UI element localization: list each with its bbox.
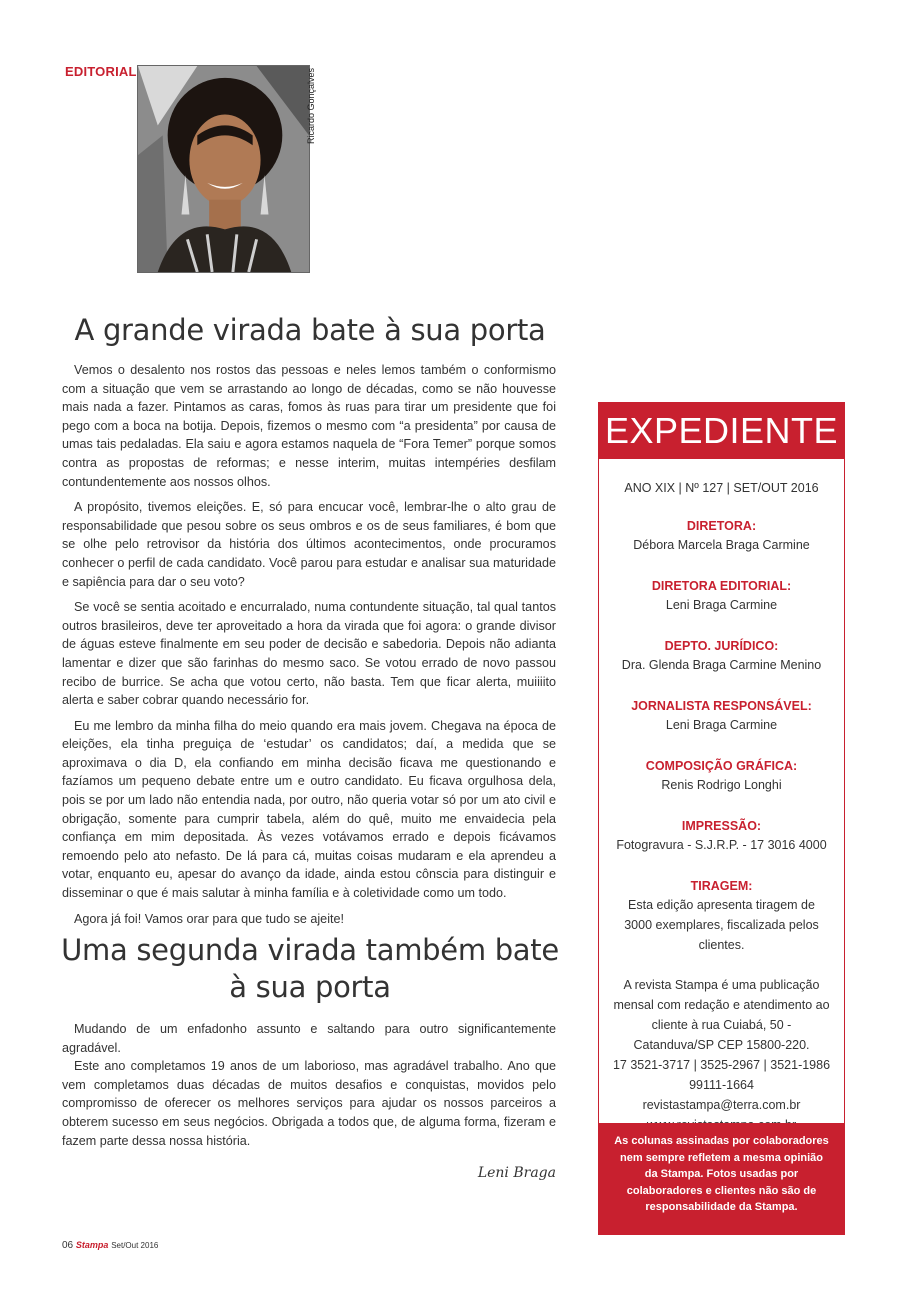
author-signature: Leni Braga xyxy=(477,1165,556,1181)
article-body-2 xyxy=(62,1020,556,1150)
contact-phones: 17 3521-3717 | 3525-2967 | 3521-1986 xyxy=(612,1058,831,1072)
role-label: COMPOSIÇÃO GRÁFICA: xyxy=(645,759,798,773)
headline-2: Uma segunda virada também bate à sua porta xyxy=(61,933,559,1004)
role-label: DIRETORA EDITORIAL: xyxy=(651,579,792,593)
expediente-body xyxy=(599,481,844,1135)
article-paragraph: Eu me lembro da minha filha do meio quando era mais jovem. Chegava na época de eleições, ela tinha preguiça de ‘estudar’ os candidatos; daí, a medida que se aproximava o dia D, ela confiando em minha decisão ficava me questionando e fazíamos um pequeno debate entre um e outro candidato. Eu ficava orgulhosa dela, pois se por um lado não entendia nada, por outro, não queria votar só por um ato civil e obrigação, somente para cumprir tabela, além do quê, muito me envaidecia pela confiança em mim depositada. Às vezes votávamos errado e depois ficávamos remoendo pelo ato nefasto. De lá para cá, muitas coisas mudaram e ela aprendeu a votar, enquanto eu, apesar do avanço da idade, ainda estou cônscia para distinguir e disseminar o que é mais salutar à minha família e à coletividade como um todo. xyxy=(62,718,556,901)
footer-brand: Stampa xyxy=(75,1240,109,1250)
disclaimer: As colunas assinadas por colaboradores nem sempre refletem a mesma opinião da Stampa. Fotos usadas por colaboradores e clientes não são de responsabilidade da Stampa. xyxy=(599,1123,844,1234)
role-label: JORNALISTA RESPONSÁVEL: xyxy=(631,699,812,713)
contact-email[interactable]: revistastampa@terra.com.br xyxy=(642,1098,801,1112)
role-name: Débora Marcela Braga Carmine xyxy=(633,538,810,552)
role-label: IMPRESSÃO: xyxy=(681,819,762,833)
role-name: Fotogravura - S.J.R.P. - 17 3016 4000 xyxy=(616,838,827,852)
headline-1: A grande virada bate à sua porta xyxy=(74,313,546,347)
role-name: Leni Braga Carmine xyxy=(665,598,778,612)
role-name: Leni Braga Carmine xyxy=(665,718,778,732)
footer-date: Set/Out 2016 xyxy=(111,1241,159,1250)
article-paragraph: Vemos o desalento nos rostos das pessoas e neles lemos também o conformismo com a situação que vem se arrastando ao longo de décadas, como se não houvesse mais nada a fazer. Pintamos as caras, fomos às ruas para tirar um presidente que foi pego com a boca na botija. Depois, fizemos o mesmo com “a presidenta” por causa de umas tais pedaladas. Ela saiu e agora estamos naquela de “Fora Temer” porque somos contra as propostas de reformas; e nesse interim, muitas intempéries desfilam contundentemente aos nossos olhos. xyxy=(62,363,556,489)
article-paragraph: A propósito, tivemos eleições. E, só para encucar você, lembrar-lhe o alto grau de responsabilidade que pesou sobre os seus ombros e os de seus familiares, é bom que se olhe pelo retrovisor da história dos últimos acontecimentos, onde procuramos conhecer o perfil de cada candidato. Você parou para estudar e analisar sua maturidade e sapiência para dar o seu voto? xyxy=(62,500,556,589)
author-photo xyxy=(137,65,310,273)
tiragem-label: TIRAGEM: xyxy=(690,879,753,893)
article-paragraph: Este ano completamos 19 anos de um laborioso, mas agradável trabalho. Ano que vem completamos duas décadas de muitos desafios e conquistas, movidos pelo compromisso de oferecer os melhores serviços para ajudar os nossos parceiros a obterem sucesso em seus negócios. Obrigada a todos que, de alguma forma, fizeram e fazem parte dessa nossa história. xyxy=(62,1059,556,1148)
article-paragraph: Agora já foi! Vamos orar para que tudo se ajeite! xyxy=(74,911,344,926)
author-portrait-image xyxy=(138,66,309,272)
contact-mobile: 99111-1664 xyxy=(689,1078,754,1092)
tiragem-text: Esta edição apresenta tiragem de 3000 exemplares, fiscalizada pelos clientes. xyxy=(624,898,819,952)
page-number: 06 xyxy=(62,1240,74,1251)
expediente-title: EXPEDIENTE xyxy=(599,403,844,459)
role-name: Renis Rodrigo Longhi xyxy=(661,778,782,792)
role-name: Dra. Glenda Braga Carmine Menino xyxy=(621,658,822,672)
photo-credit: Ricardo Gonçalves xyxy=(306,67,316,144)
role-label: DEPTO. JURÍDICO: xyxy=(664,639,779,653)
page-footer xyxy=(62,1240,158,1251)
article-body-1 xyxy=(62,361,556,935)
section-label: EDITORIAL xyxy=(65,64,137,79)
role-label: DIRETORA: xyxy=(686,519,757,533)
article-paragraph: Se você se sentia acoitado e encurralado, numa contundente situação, tal qual tantos outros brasileiros, deve ter aproveitado a hora da virada que foi agora: o grande divisor de águas esteve finalmente em seu poder de decisão e sabedoria. Depois não adianta lamentar e dizer que são farinhas do mesmo saco. Se votou errado de novo passou recibo de burrice. Se acha que votou certo, não basta. Tem que ficar alerta, muiiiito alerta e saber cobrar quando necessário for. xyxy=(62,600,556,708)
article-paragraph: Mudando de um enfadonho assunto e saltando para outro significantemente agradável. xyxy=(62,1022,556,1055)
expediente-box xyxy=(598,402,845,1235)
contact-text: A revista Stampa é uma publicação mensal com redação e atendimento ao cliente à rua Cuiabá, 50 - Catanduva/SP CEP 15800-220. xyxy=(613,978,830,1052)
issue-info: ANO XIX | Nº 127 | SET/OUT 2016 xyxy=(624,481,819,495)
